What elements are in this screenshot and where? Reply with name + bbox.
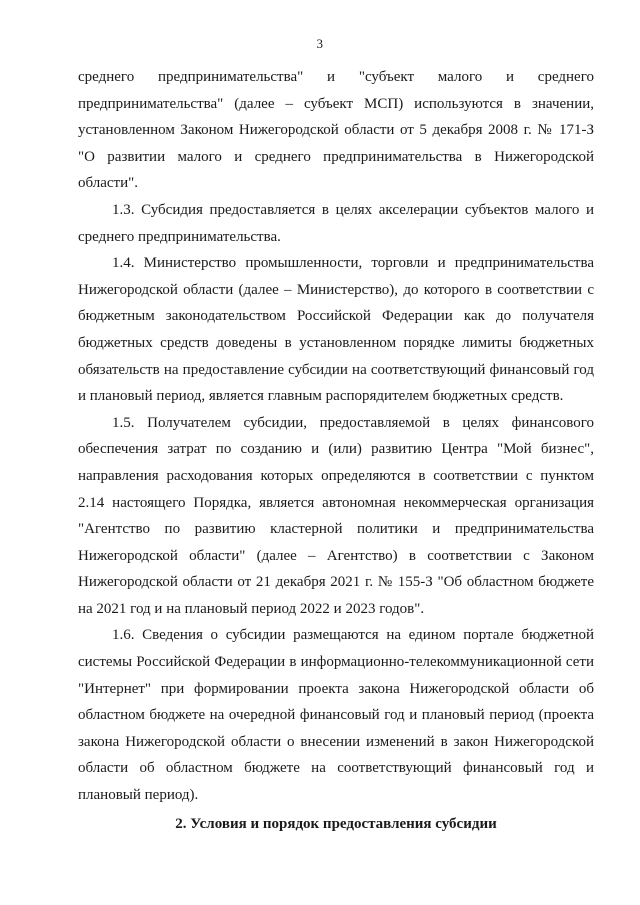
paragraph-terms-continuation: среднего предпринимательства" и "субъект малого и среднего предпринимательства" (далее – субъект МСП) используются в значении, установленном Законом Нижегородской области от 5 декабря 2008 г. № 171-З "О развитии малого и среднего предпринимательства в Нижегородской области". [78, 69, 594, 192]
page-number: 3 [316, 36, 324, 51]
paragraph-1-6: 1.6. Сведения о субсидии размещаются на едином портале бюджетной системы Российской Федерации в информационно-телекоммуникационной сети "Интернет" при формировании проекта закона Нижегородской области об областном бюджете на очередной финансовый год и плановый период (проекта закона Нижегородской области о внесении изменений в закон Нижегородской области об областном бюджете на соответствующий финансовый год и плановый период). [78, 627, 594, 804]
paragraph-1-5: 1.5. Получателем субсидии, предоставляемой в целях финансового обеспечения затрат по созданию и (или) развитию Центра "Мой бизнес", направления расходования которых определяются в соответствии с пунктом 2.14 настоящего Порядка, является автономная некоммерческая организация "Агентство по развитию кластерной политики и предпринимательства Нижегородской области" (далее – Агентство) в соответствии с Законом Нижегородской области от 21 декабря 2021 г. № 155-З "Об областном бюджете на 2021 год и на плановый период 2022 и 2023 годов". [78, 414, 594, 617]
section-heading-2: 2. Условия и порядок предоставления субсидии [175, 816, 497, 832]
paragraph-1-4: 1.4. Министерство промышленности, торговли и предпринимательства Нижегородской области (далее – Министерство), до которого в соответствии с бюджетным законодательством Российской Федерации как до получателя бюджетных средств доведены в установленном порядке лимиты бюджетных обязательств на предоставление субсидии на соответствующий финансовый год и плановый период, является главным распорядителем бюджетных средств. [78, 255, 594, 405]
document-body [78, 64, 594, 809]
paragraph-1-3: 1.3. Субсидия предоставляется в целях акселерации субъектов малого и среднего предпринимательства. [78, 201, 594, 245]
